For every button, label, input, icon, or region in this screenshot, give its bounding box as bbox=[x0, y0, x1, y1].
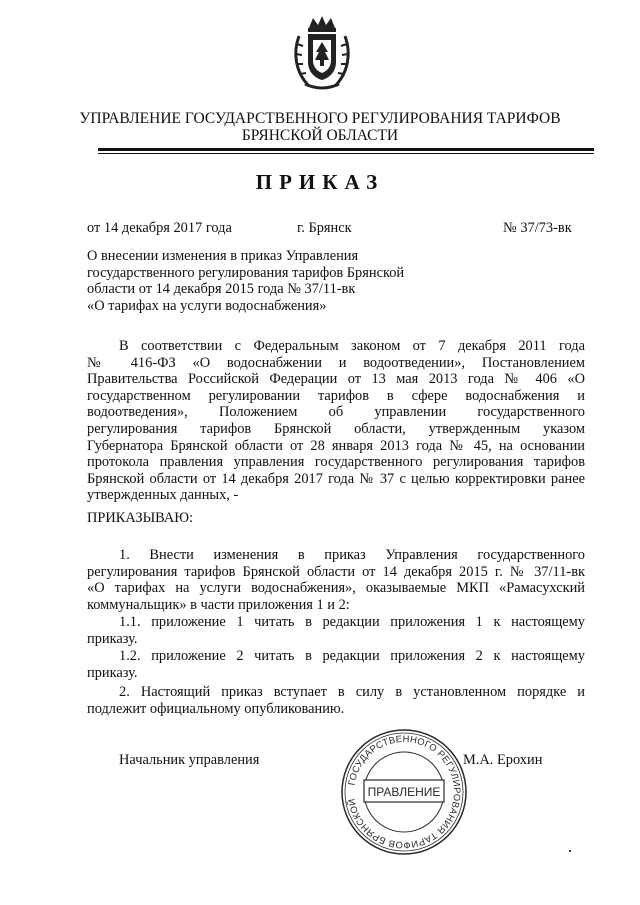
preamble-line: протокола правления управления государственного регулирования тарифов bbox=[87, 454, 585, 471]
subject-line: области от 14 декабря 2015 года № 37/11-вк bbox=[87, 281, 356, 298]
order-word: ПРИКАЗЫВАЮ: bbox=[87, 510, 194, 526]
org-name-line-1: УПРАВЛЕНИЕ ГОСУДАРСТВЕННОГО РЕГУЛИРОВАНИЯ ТАРИФОВ bbox=[79, 110, 561, 127]
preamble-line: государственном регулировании тарифов в сфере водоснабжения и bbox=[87, 387, 585, 404]
item-line: 2. Настоящий приказ вступает в силу в установленном порядке и bbox=[119, 684, 585, 700]
document-city: г. Брянск bbox=[297, 220, 352, 236]
preamble-line: регулирования тарифов Брянской области, утвержденным указом bbox=[87, 420, 585, 437]
item-line: подлежит официальному опубликованию. bbox=[87, 700, 345, 717]
org-name-line-2: БРЯНСКОЙ ОБЛАСТИ bbox=[241, 127, 399, 144]
document-number: № 37/73-вк bbox=[503, 220, 572, 236]
item-line: приказу. bbox=[87, 664, 138, 681]
preamble-line: Губернатора Брянской области от 28 января 2013 года № 45, на основании bbox=[87, 437, 585, 454]
preamble-paragraph bbox=[87, 338, 585, 504]
preamble-line: Правительства Российской Федерации от 13 мая 2013 года № 406 «О bbox=[87, 371, 585, 388]
document-title: ПРИКАЗ bbox=[255, 170, 385, 194]
official-stamp bbox=[340, 728, 468, 856]
signatory-position: Начальник управления bbox=[119, 752, 260, 768]
preamble-line: Брянской области от 14 декабря 2017 года № 37 с целью корректировки ранее bbox=[87, 470, 585, 487]
scan-dot bbox=[569, 850, 571, 852]
preamble-line: водоотведения», Положением об управлении государственного bbox=[87, 404, 585, 421]
stamp-outer-text: ГОСУДАРСТВЕННОГО РЕГУЛИРОВАНИЯ ТАРИФОВ БРЯНСКОЙ bbox=[345, 732, 464, 852]
document-date: от 14 декабря 2017 года bbox=[87, 220, 232, 236]
item-line: «О тарифах на услуги водоснабжения», оказываемые МКП «Рамасухский bbox=[87, 580, 585, 597]
preamble-line: № 416-ФЗ «О водоснабжении и водоотведении», Постановлением bbox=[87, 354, 585, 371]
preamble-line: утвержденных данных, - bbox=[87, 487, 239, 504]
coat-of-arms-emblem bbox=[291, 14, 353, 94]
subject-line: «О тарифах на услуги водоснабжения» bbox=[87, 297, 327, 314]
header-divider-thick bbox=[98, 148, 594, 151]
order-item-1-1 bbox=[87, 614, 585, 647]
order-item-1 bbox=[87, 547, 585, 613]
preamble-line: В соответствии с Федеральным законом от 7 декабря 2011 года bbox=[119, 338, 585, 354]
item-line: коммунальщик» в части приложения 1 и 2: bbox=[87, 596, 350, 613]
subject-line: государственного регулирования тарифов Брянской bbox=[87, 264, 405, 281]
header-divider-thin bbox=[98, 153, 594, 154]
item-line: 1.1. приложение 1 читать в редакции приложения 1 к настоящему bbox=[119, 614, 585, 630]
signatory-name: М.А. Ерохин bbox=[463, 752, 543, 768]
order-item-1-2 bbox=[87, 648, 585, 681]
item-line: приказу. bbox=[87, 630, 138, 647]
item-line: регулирования тарифов Брянской области от 14 декабря 2015 г. № 37/11-вк bbox=[87, 563, 585, 580]
order-item-2 bbox=[87, 684, 585, 717]
subject-block bbox=[87, 248, 404, 314]
stamp-center-text: ПРАВЛЕНИЕ bbox=[367, 785, 441, 799]
subject-line: О внесении изменения в приказ Управления bbox=[87, 248, 359, 264]
item-line: 1. Внести изменения в приказ Управления государственного bbox=[119, 547, 585, 563]
item-line: 1.2. приложение 2 читать в редакции приложения 2 к настоящему bbox=[119, 648, 585, 664]
